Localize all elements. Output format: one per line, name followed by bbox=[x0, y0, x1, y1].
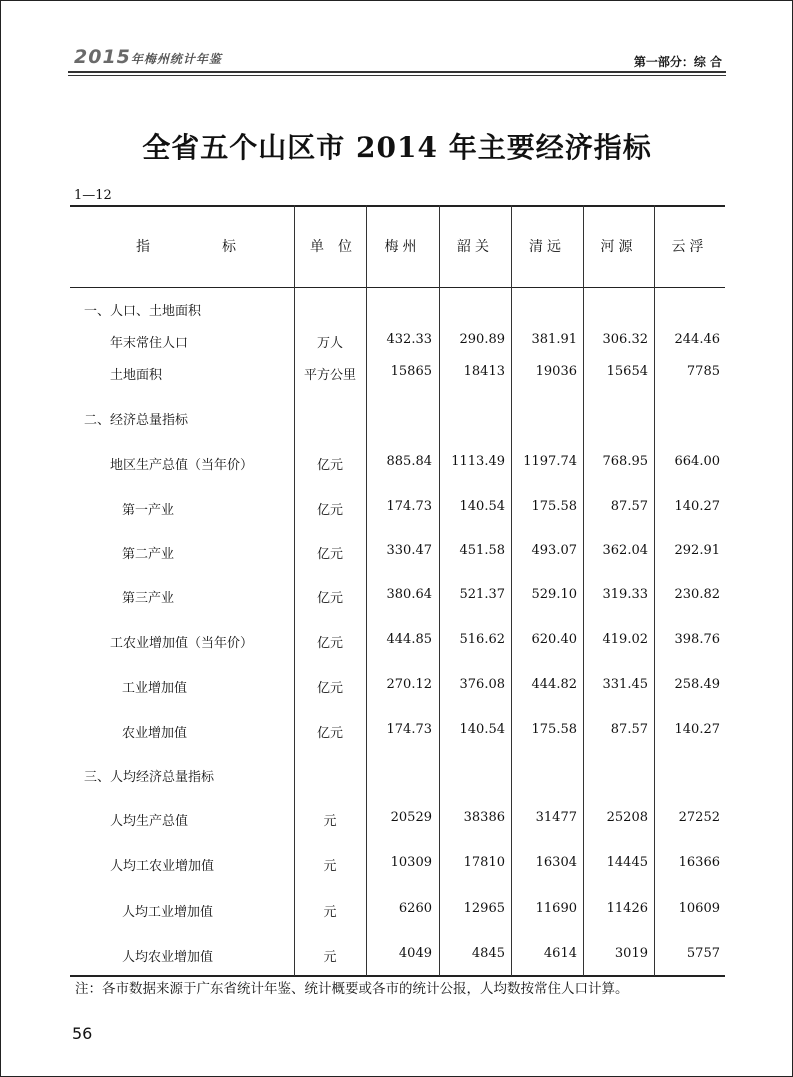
cell-heyuan: 319.33 bbox=[602, 587, 648, 602]
cell-qingyuan: 1197.74 bbox=[523, 454, 577, 469]
table-row-section bbox=[70, 762, 725, 788]
cell-qingyuan: 175.58 bbox=[531, 499, 577, 514]
cell-shaoguan: 290.89 bbox=[459, 332, 505, 347]
cell-qingyuan: 493.07 bbox=[531, 543, 577, 558]
cell-yunfu: 140.27 bbox=[674, 499, 720, 514]
page-title: 全省五个山区市 2014 年主要经济指标 bbox=[142, 131, 652, 164]
cell-meizhou: 270.12 bbox=[386, 677, 432, 692]
header-section: 第一部分：综 合 bbox=[633, 55, 722, 69]
table-row bbox=[70, 360, 725, 386]
cell-yunfu: 7785 bbox=[686, 364, 720, 379]
cell-heyuan: 11426 bbox=[606, 901, 648, 916]
row-label: 工农业增加值（当年价） bbox=[110, 636, 254, 651]
table-row bbox=[70, 942, 725, 968]
row-label: 三、人均经济总量指标 bbox=[84, 770, 215, 785]
cell-heyuan: 15654 bbox=[606, 364, 648, 379]
row-label: 二、经济总量指标 bbox=[84, 413, 189, 428]
row-label: 农业增加值 bbox=[122, 726, 188, 741]
cell-shaoguan: 140.54 bbox=[459, 722, 505, 737]
cell-shaoguan: 17810 bbox=[463, 855, 505, 870]
row-label: 第三产业 bbox=[122, 591, 175, 606]
row-unit: 亿元 bbox=[316, 458, 343, 473]
cell-yunfu: 258.49 bbox=[674, 677, 720, 692]
table-footnote: 注：各市数据来源于广东省统计年鉴、统计概要或各市的统计公报，人均数按常住人口计算。 bbox=[75, 981, 629, 997]
cell-shaoguan: 516.62 bbox=[459, 632, 505, 647]
cell-shaoguan: 451.58 bbox=[459, 543, 505, 558]
table-row bbox=[70, 718, 725, 744]
cell-heyuan: 362.04 bbox=[602, 543, 648, 558]
header-unit-char-1: 单 bbox=[310, 239, 328, 255]
header-book-title: 年梅州统计年鉴 bbox=[130, 52, 222, 66]
cell-meizhou: 6260 bbox=[398, 901, 432, 916]
cell-qingyuan: 175.58 bbox=[531, 722, 577, 737]
table-row-section bbox=[70, 296, 725, 322]
cell-shaoguan: 38386 bbox=[463, 810, 505, 825]
header-unit-char-2: 位 bbox=[338, 239, 356, 255]
cell-heyuan: 306.32 bbox=[602, 332, 648, 347]
row-label: 第一产业 bbox=[122, 503, 175, 518]
cell-meizhou: 380.64 bbox=[386, 587, 432, 602]
header-year: 2015 bbox=[74, 46, 131, 68]
cell-qingyuan: 19036 bbox=[535, 364, 577, 379]
page-number: 56 bbox=[72, 1024, 93, 1043]
row-unit: 亿元 bbox=[316, 547, 343, 562]
cell-shaoguan: 1113.49 bbox=[451, 454, 505, 469]
cell-yunfu: 244.46 bbox=[674, 332, 720, 347]
header-indicator-char-1: 指 bbox=[136, 239, 154, 255]
table-row bbox=[70, 539, 725, 565]
cell-qingyuan: 31477 bbox=[535, 810, 577, 825]
cell-meizhou: 4049 bbox=[398, 946, 432, 961]
row-label: 年末常住人口 bbox=[110, 336, 189, 351]
cell-shaoguan: 4845 bbox=[471, 946, 505, 961]
cell-meizhou: 15865 bbox=[390, 364, 432, 379]
row-unit: 亿元 bbox=[316, 681, 343, 696]
header-unit bbox=[310, 205, 356, 287]
row-label: 第二产业 bbox=[122, 547, 175, 562]
header-city-qingyuan: 清远 bbox=[529, 239, 565, 255]
running-header-book bbox=[74, 46, 222, 68]
table-row bbox=[70, 628, 725, 654]
table-row bbox=[70, 851, 725, 877]
row-unit: 亿元 bbox=[316, 636, 343, 651]
row-unit: 亿元 bbox=[316, 591, 343, 606]
table-row bbox=[70, 450, 725, 476]
row-label: 人均生产总值 bbox=[110, 814, 189, 829]
row-unit: 亿元 bbox=[316, 726, 343, 741]
cell-yunfu: 27252 bbox=[678, 810, 720, 825]
row-unit: 元 bbox=[323, 950, 337, 965]
cell-meizhou: 885.84 bbox=[386, 454, 432, 469]
header-indicator-char-2: 标 bbox=[222, 239, 240, 255]
row-label: 一、人口、土地面积 bbox=[84, 304, 202, 319]
cell-yunfu: 5757 bbox=[686, 946, 720, 961]
indicator-table bbox=[70, 205, 725, 977]
cell-meizhou: 330.47 bbox=[386, 543, 432, 558]
cell-yunfu: 140.27 bbox=[674, 722, 720, 737]
table-header-rule bbox=[70, 287, 725, 288]
cell-meizhou: 174.73 bbox=[386, 722, 432, 737]
cell-meizhou: 174.73 bbox=[386, 499, 432, 514]
table-row-section bbox=[70, 405, 725, 431]
header-city-yunfu: 云浮 bbox=[671, 239, 708, 255]
table-row bbox=[70, 806, 725, 832]
cell-shaoguan: 12965 bbox=[463, 901, 505, 916]
header-rule bbox=[68, 71, 726, 73]
cell-shaoguan: 140.54 bbox=[459, 499, 505, 514]
row-unit: 元 bbox=[323, 814, 337, 829]
cell-qingyuan: 381.91 bbox=[531, 332, 577, 347]
cell-qingyuan: 16304 bbox=[535, 855, 577, 870]
row-unit: 元 bbox=[323, 859, 337, 874]
row-unit: 平方公里 bbox=[303, 368, 356, 383]
cell-qingyuan: 11690 bbox=[535, 901, 577, 916]
cell-meizhou: 432.33 bbox=[386, 332, 432, 347]
table-row bbox=[70, 583, 725, 609]
cell-shaoguan: 521.37 bbox=[459, 587, 505, 602]
cell-meizhou: 444.85 bbox=[386, 632, 432, 647]
header-city-meizhou: 梅州 bbox=[384, 239, 421, 255]
cell-qingyuan: 4614 bbox=[543, 946, 577, 961]
cell-yunfu: 230.82 bbox=[674, 587, 720, 602]
cell-yunfu: 16366 bbox=[678, 855, 720, 870]
cell-heyuan: 87.57 bbox=[610, 499, 648, 514]
header-city-shaoguan: 韶关 bbox=[457, 239, 493, 255]
table-row bbox=[70, 897, 725, 923]
cell-meizhou: 20529 bbox=[390, 810, 432, 825]
cell-heyuan: 25208 bbox=[606, 810, 648, 825]
cell-heyuan: 768.95 bbox=[602, 454, 648, 469]
row-unit: 亿元 bbox=[316, 503, 343, 518]
header-city-heyuan: 河源 bbox=[600, 239, 637, 255]
cell-qingyuan: 444.82 bbox=[531, 677, 577, 692]
row-unit: 元 bbox=[323, 905, 337, 920]
header-indicator bbox=[136, 205, 240, 287]
row-label: 土地面积 bbox=[110, 368, 163, 383]
table-row bbox=[70, 328, 725, 354]
cell-heyuan: 419.02 bbox=[602, 632, 648, 647]
table-row bbox=[70, 673, 725, 699]
row-label: 人均工业增加值 bbox=[122, 905, 214, 920]
cell-shaoguan: 18413 bbox=[463, 364, 505, 379]
table-row bbox=[70, 495, 725, 521]
cell-heyuan: 331.45 bbox=[602, 677, 648, 692]
row-unit: 万人 bbox=[316, 336, 343, 351]
cell-heyuan: 14445 bbox=[606, 855, 648, 870]
header-rule-thin bbox=[68, 75, 726, 76]
cell-yunfu: 10609 bbox=[678, 901, 720, 916]
table-number: 1—12 bbox=[74, 188, 112, 203]
cell-qingyuan: 620.40 bbox=[531, 632, 577, 647]
row-label: 人均农业增加值 bbox=[122, 950, 214, 965]
cell-yunfu: 664.00 bbox=[674, 454, 720, 469]
cell-yunfu: 292.91 bbox=[674, 543, 720, 558]
row-label: 人均工农业增加值 bbox=[110, 859, 215, 874]
cell-yunfu: 398.76 bbox=[674, 632, 720, 647]
cell-heyuan: 3019 bbox=[614, 946, 648, 961]
cell-meizhou: 10309 bbox=[390, 855, 432, 870]
cell-heyuan: 87.57 bbox=[610, 722, 648, 737]
row-label: 工业增加值 bbox=[122, 681, 188, 696]
row-label: 地区生产总值（当年价） bbox=[110, 458, 254, 473]
cell-shaoguan: 376.08 bbox=[459, 677, 505, 692]
cell-qingyuan: 529.10 bbox=[531, 587, 577, 602]
